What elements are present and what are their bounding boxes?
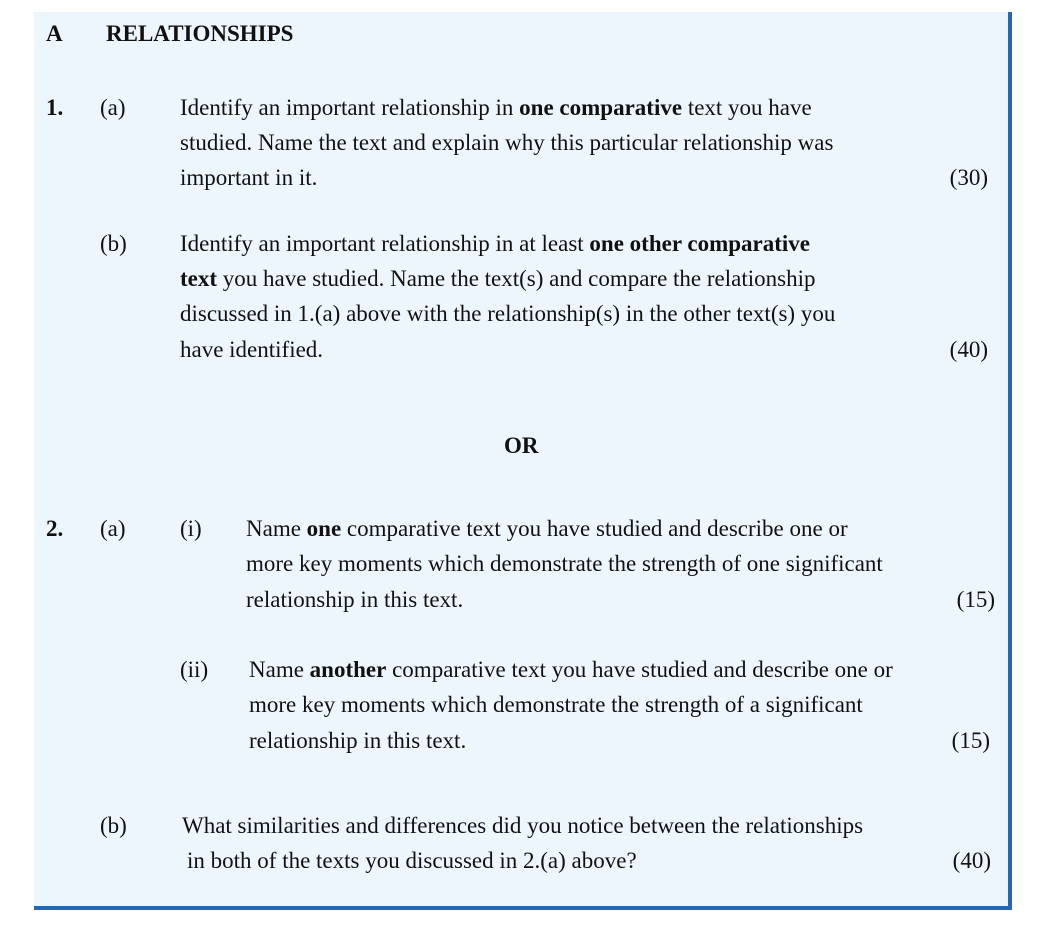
q1b-marks: (40)	[949, 337, 988, 362]
q2b-line-2: in both of the texts you discussed in 2.(a) above?	[187, 848, 637, 873]
q1a-label: (a)	[100, 95, 126, 120]
q2ai-line-1: Name one comparative text you have studied and describe one or	[246, 516, 848, 541]
q1a-line-1: Identify an important relationship in one comparative text you have	[180, 95, 812, 120]
q1b-line-1: Identify an important relationship in at least one other comparative	[180, 231, 810, 256]
q1b-label: (b)	[100, 231, 127, 256]
q2aii-line-2: more key moments which demonstrate the strength of a significant	[249, 692, 863, 717]
q2a-label: (a)	[100, 516, 126, 541]
q2b-line-1: What similarities and differences did you notice between the relationships	[182, 813, 864, 838]
q2aii-label: (ii)	[180, 657, 209, 682]
q1a-line-2: studied. Name the text and explain why this particular relationship was	[180, 130, 834, 155]
q1b-line-2: text you have studied. Name the text(s) and compare the relationship	[180, 266, 816, 291]
or-divider: OR	[504, 433, 539, 458]
q2aii-line-3: relationship in this text.	[249, 728, 467, 753]
q2ai-line-3: relationship in this text.	[246, 587, 464, 612]
q1a-line-3: important in it.	[180, 165, 318, 190]
q1a-marks: (30)	[949, 165, 988, 190]
question-2-number: 2.	[46, 516, 64, 541]
q2ai-label: (i)	[180, 516, 202, 541]
section-letter: A	[46, 21, 63, 46]
q2aii-marks: (15)	[951, 728, 990, 753]
q2aii-line-1: Name another comparative text you have studied and describe one or	[249, 657, 893, 682]
q1b-line-3: discussed in 1.(a) above with the relationship(s) in the other text(s) you	[180, 301, 836, 326]
q2b-label: (b)	[100, 813, 127, 838]
q2ai-marks: (15)	[956, 587, 995, 612]
q2b-marks: (40)	[952, 848, 991, 873]
q1b-line-4: have identified.	[180, 337, 324, 362]
q2ai-line-2: more key moments which demonstrate the strength of one significant	[246, 551, 883, 576]
section-title: RELATIONSHIPS	[106, 21, 294, 46]
question-1-number: 1.	[46, 95, 64, 120]
